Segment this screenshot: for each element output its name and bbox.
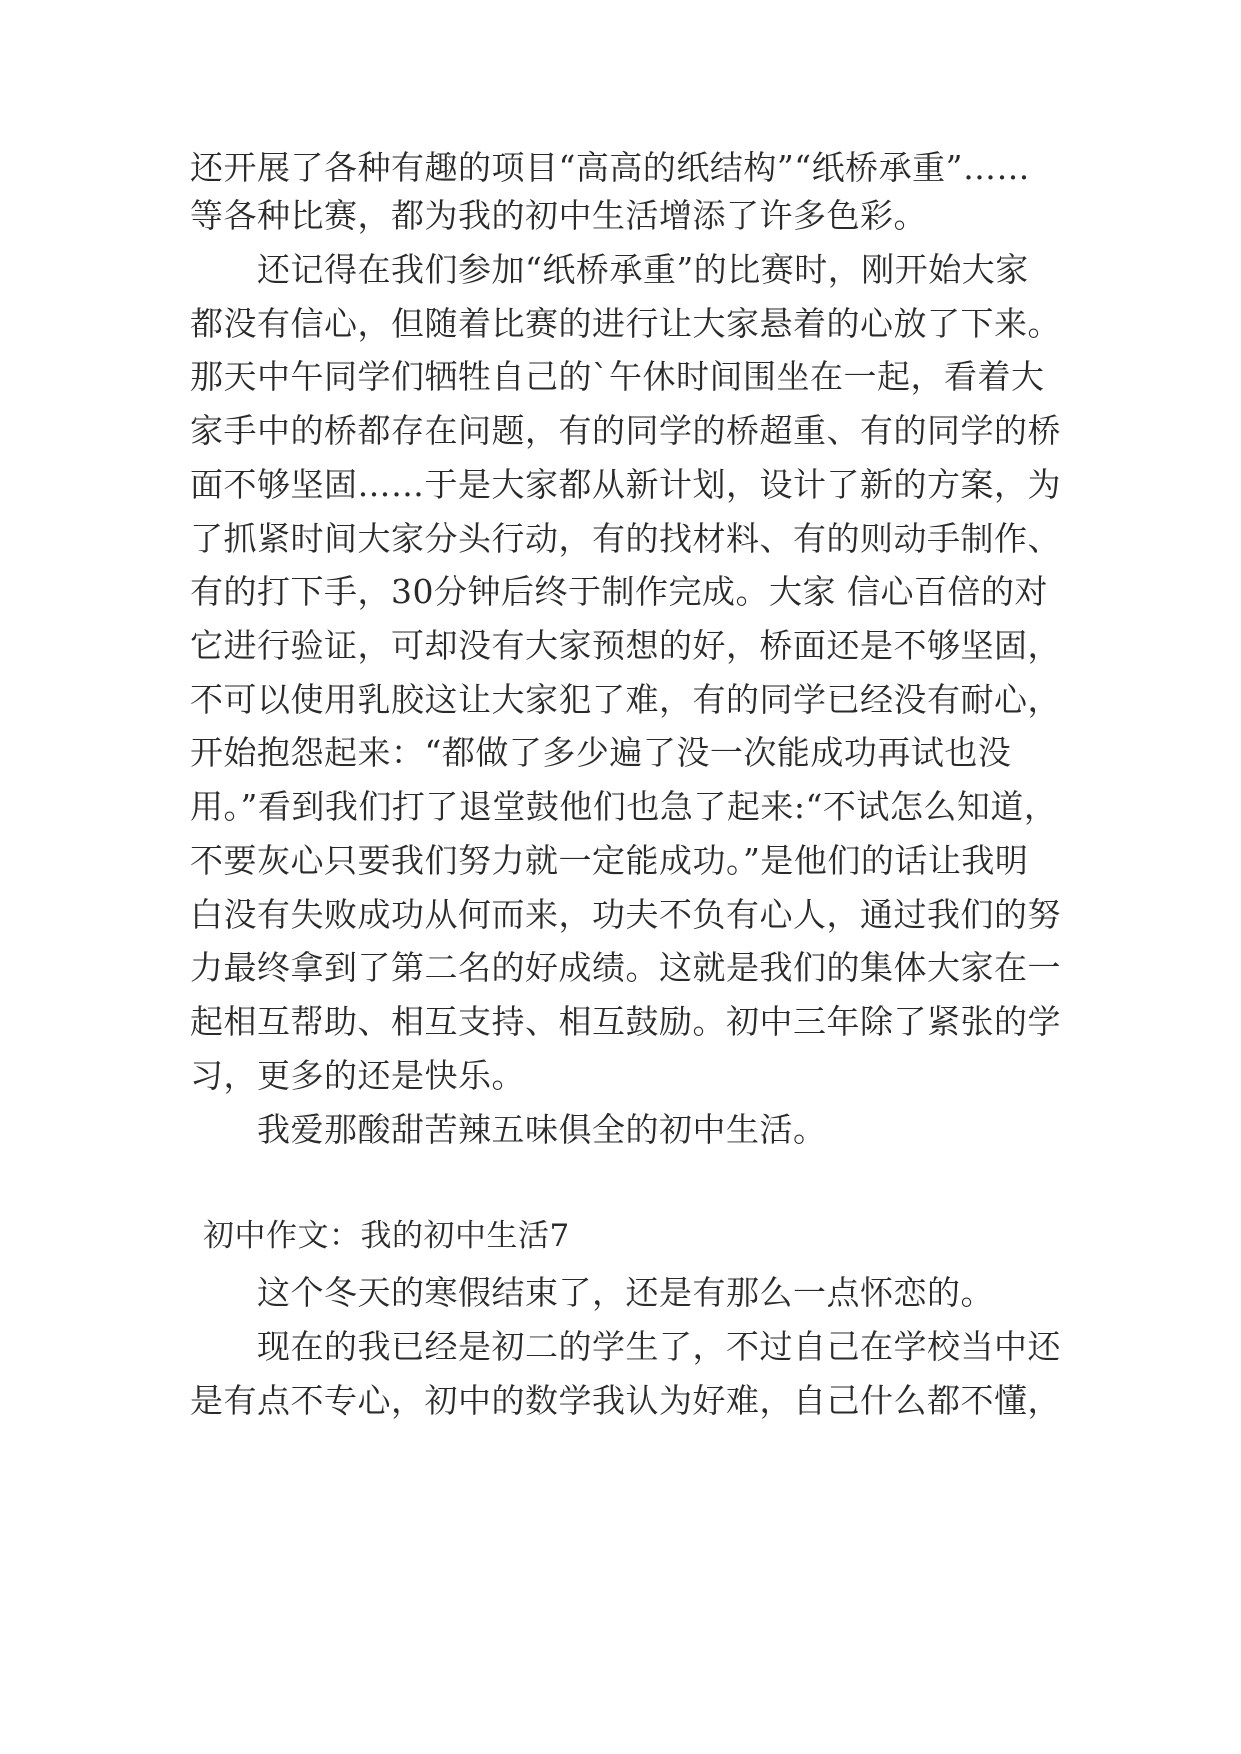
body-line: 白没有失败成功从何而来，功夫不负有心人，通过我们的努	[190, 895, 1061, 934]
body-line: 是有点不专心，初中的数学我认为好难，自己什么都不懂，	[190, 1381, 1061, 1420]
body-line: 开始抱怨起来：“都做了多少遍了没一次能成功再试也没	[190, 733, 1012, 772]
body-line: 面不够坚固……于是大家都从新计划，设计了新的方案，为	[190, 465, 1061, 504]
body-line: 力最终拿到了第二名的好成绩。这就是我们的集体大家在一	[190, 948, 1061, 987]
body-line: 这个冬天的寒假结束了，还是有那么一点怀恋的。	[190, 1273, 994, 1312]
body-line: 它进行验证，可却没有大家预想的好，桥面还是不够坚固，	[190, 626, 1061, 665]
body-line: 等各种比赛，都为我的初中生活增添了许多色彩。	[190, 196, 927, 235]
body-line: 习，更多的还是快乐。	[190, 1056, 525, 1095]
body-line: 起相互帮助、相互支持、相互鼓励。初中三年除了紧张的学	[190, 1002, 1061, 1041]
body-line: 还记得在我们参加“纸桥承重”的比赛时，刚开始大家	[190, 250, 1029, 289]
body-line: 家手中的桥都存在问题，有的同学的桥超重、有的同学的桥	[190, 411, 1061, 450]
body-line: 都没有信心，但随着比赛的进行让大家悬着的心放了下来。	[190, 304, 1061, 343]
body-line: 还开展了各种有趣的项目“高高的纸结构”“纸桥承重”……	[190, 148, 1030, 187]
body-line: 不要灰心只要我们努力就一定能成功。”是他们的话让我明	[190, 841, 1029, 880]
body-line: 用。”看到我们打了退堂鼓他们也急了起来:“不试怎么知道，	[190, 787, 1058, 826]
body-line: 我爱那酸甜苦辣五味俱全的初中生活。	[190, 1110, 827, 1149]
body-line: 有的打下手，30分钟后终于制作完成。大家 信心百倍的对	[190, 572, 1048, 611]
body-line: 现在的我已经是初二的学生了，不过自己在学校当中还	[190, 1327, 1061, 1366]
body-line: 了抓紧时间大家分头行动，有的找材料、有的则动手制作、	[190, 519, 1061, 558]
section-title: 初中作文：我的初中生活7	[203, 1218, 570, 1254]
body-line: 那天中午同学们牺牲自己的`午休时间围坐在一起，看着大	[190, 357, 1045, 396]
body-line: 不可以使用乳胶这让大家犯了难，有的同学已经没有耐心，	[190, 680, 1061, 719]
